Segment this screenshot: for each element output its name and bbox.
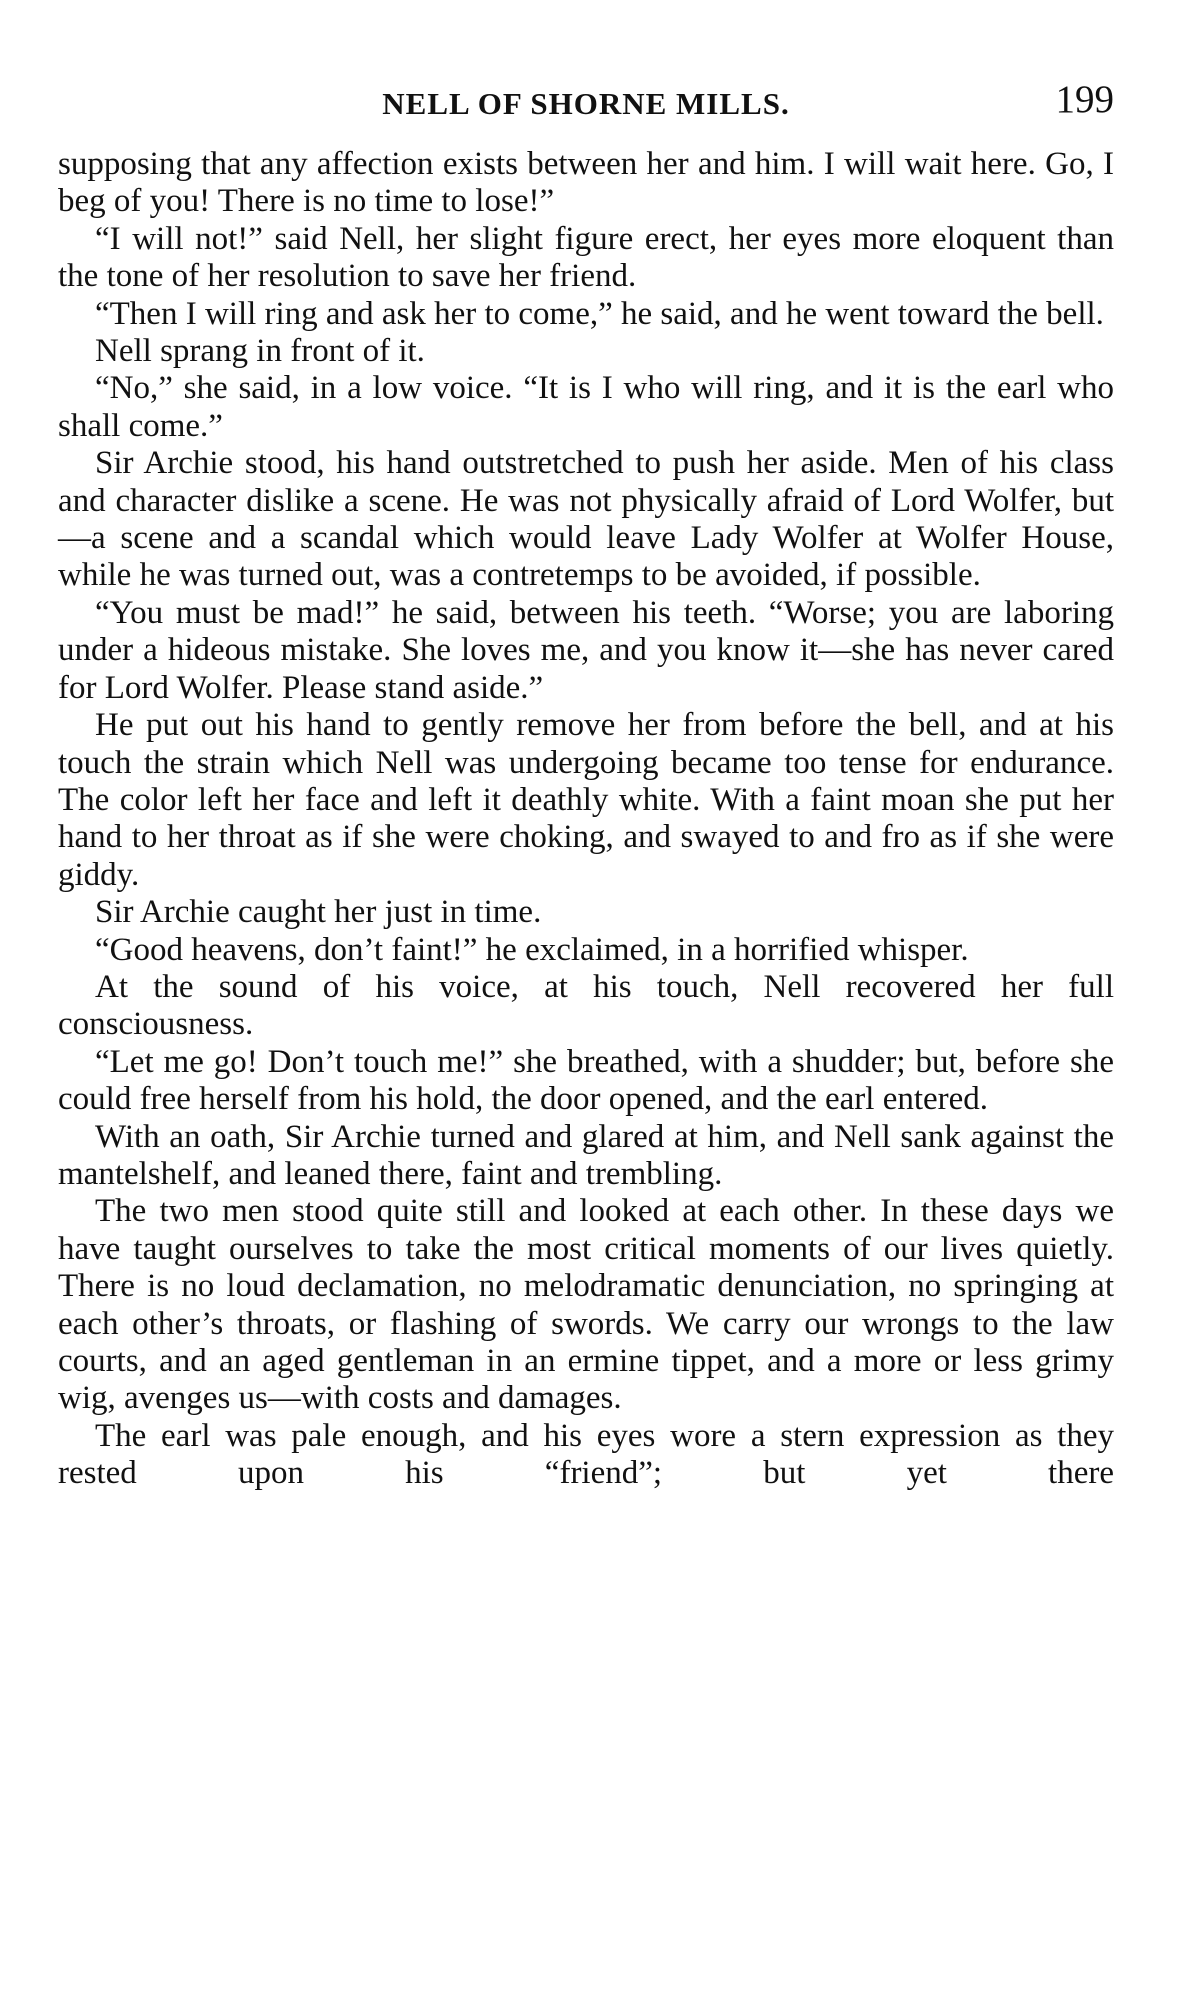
paragraph-2: “I will not!” said Nell, her slight figure erect, her eyes more eloquent than the tone of her resolution to save her friend. — [58, 220, 1114, 295]
paragraph-15: The earl was pale enough, and his eyes wore a stern expression as they rested upon his “friend”; but yet there — [58, 1417, 1114, 1492]
body-text — [58, 146, 1114, 1493]
paragraph-12: “Let me go! Don’t touch me!” she breathed, with a shudder; but, before she could free herself from his hold, the door opened, and the earl entered. — [58, 1043, 1114, 1118]
paragraph-1: supposing that any affection exists between her and him. I will wait here. Go, I beg of you! There is no time to lose!” — [58, 146, 1114, 220]
paragraph-10: “Good heavens, don’t faint!” he exclaimed, in a horrified whisper. — [95, 931, 969, 968]
page-number: 199 — [1055, 78, 1114, 121]
paragraph-3: “Then I will ring and ask her to come,” he said, and he went toward the bell. — [95, 295, 1104, 332]
paragraph-6: Sir Archie stood, his hand outstretched to push her aside. Men of his class and character dislike a scene. He was not physically afraid of Lord Wolfer, but—a scene and a scandal which would leave Lady Wolfer at Wolfer House, while he was turned out, was a contretemps to be avoided, if possible. — [58, 445, 1114, 594]
running-header — [58, 78, 1114, 128]
paragraph-9: Sir Archie caught her just in time. — [95, 894, 542, 931]
paragraph-4: Nell sprang in front of it. — [95, 333, 425, 370]
paragraph-8: He put out his hand to gently remove her from before the bell, and at his touch the strain which Nell was undergoing became too tense for endurance. The color left her face and left it deathly white. With a faint moan she put her hand to her throat as if she were choking, and swayed to and fro as if she were giddy. — [58, 707, 1114, 893]
book-page — [58, 78, 1114, 1493]
paragraph-14: The two men stood quite still and looked at each other. In these days we have taught ourselves to take the most critical moments of our lives quietly. There is no loud declamation, no melodramatic denunciation, no springing at each other’s throats, or flashing of swords. We carry our wrongs to the law courts, and an aged gentleman in an ermine tippet, and a more or less grimy wig, avenges us—with costs and damages. — [58, 1193, 1114, 1417]
paragraph-7: “You must be mad!” he said, between his teeth. “Worse; you are laboring under a hideous mistake. She loves me, and you know it—she has never cared for Lord Wolfer. Please stand aside.” — [58, 594, 1114, 706]
running-title: NELL OF SHORNE MILLS. — [382, 86, 790, 121]
paragraph-13: With an oath, Sir Archie turned and glared at him, and Nell sank against the mantelshelf, and leaned there, faint and trembling. — [58, 1118, 1114, 1192]
paragraph-5: “No,” she said, in a low voice. “It is I who will ring, and it is the earl who shall come.” — [58, 370, 1114, 444]
paragraph-11: At the sound of his voice, at his touch, Nell recovered her full consciousness. — [58, 968, 1114, 1043]
